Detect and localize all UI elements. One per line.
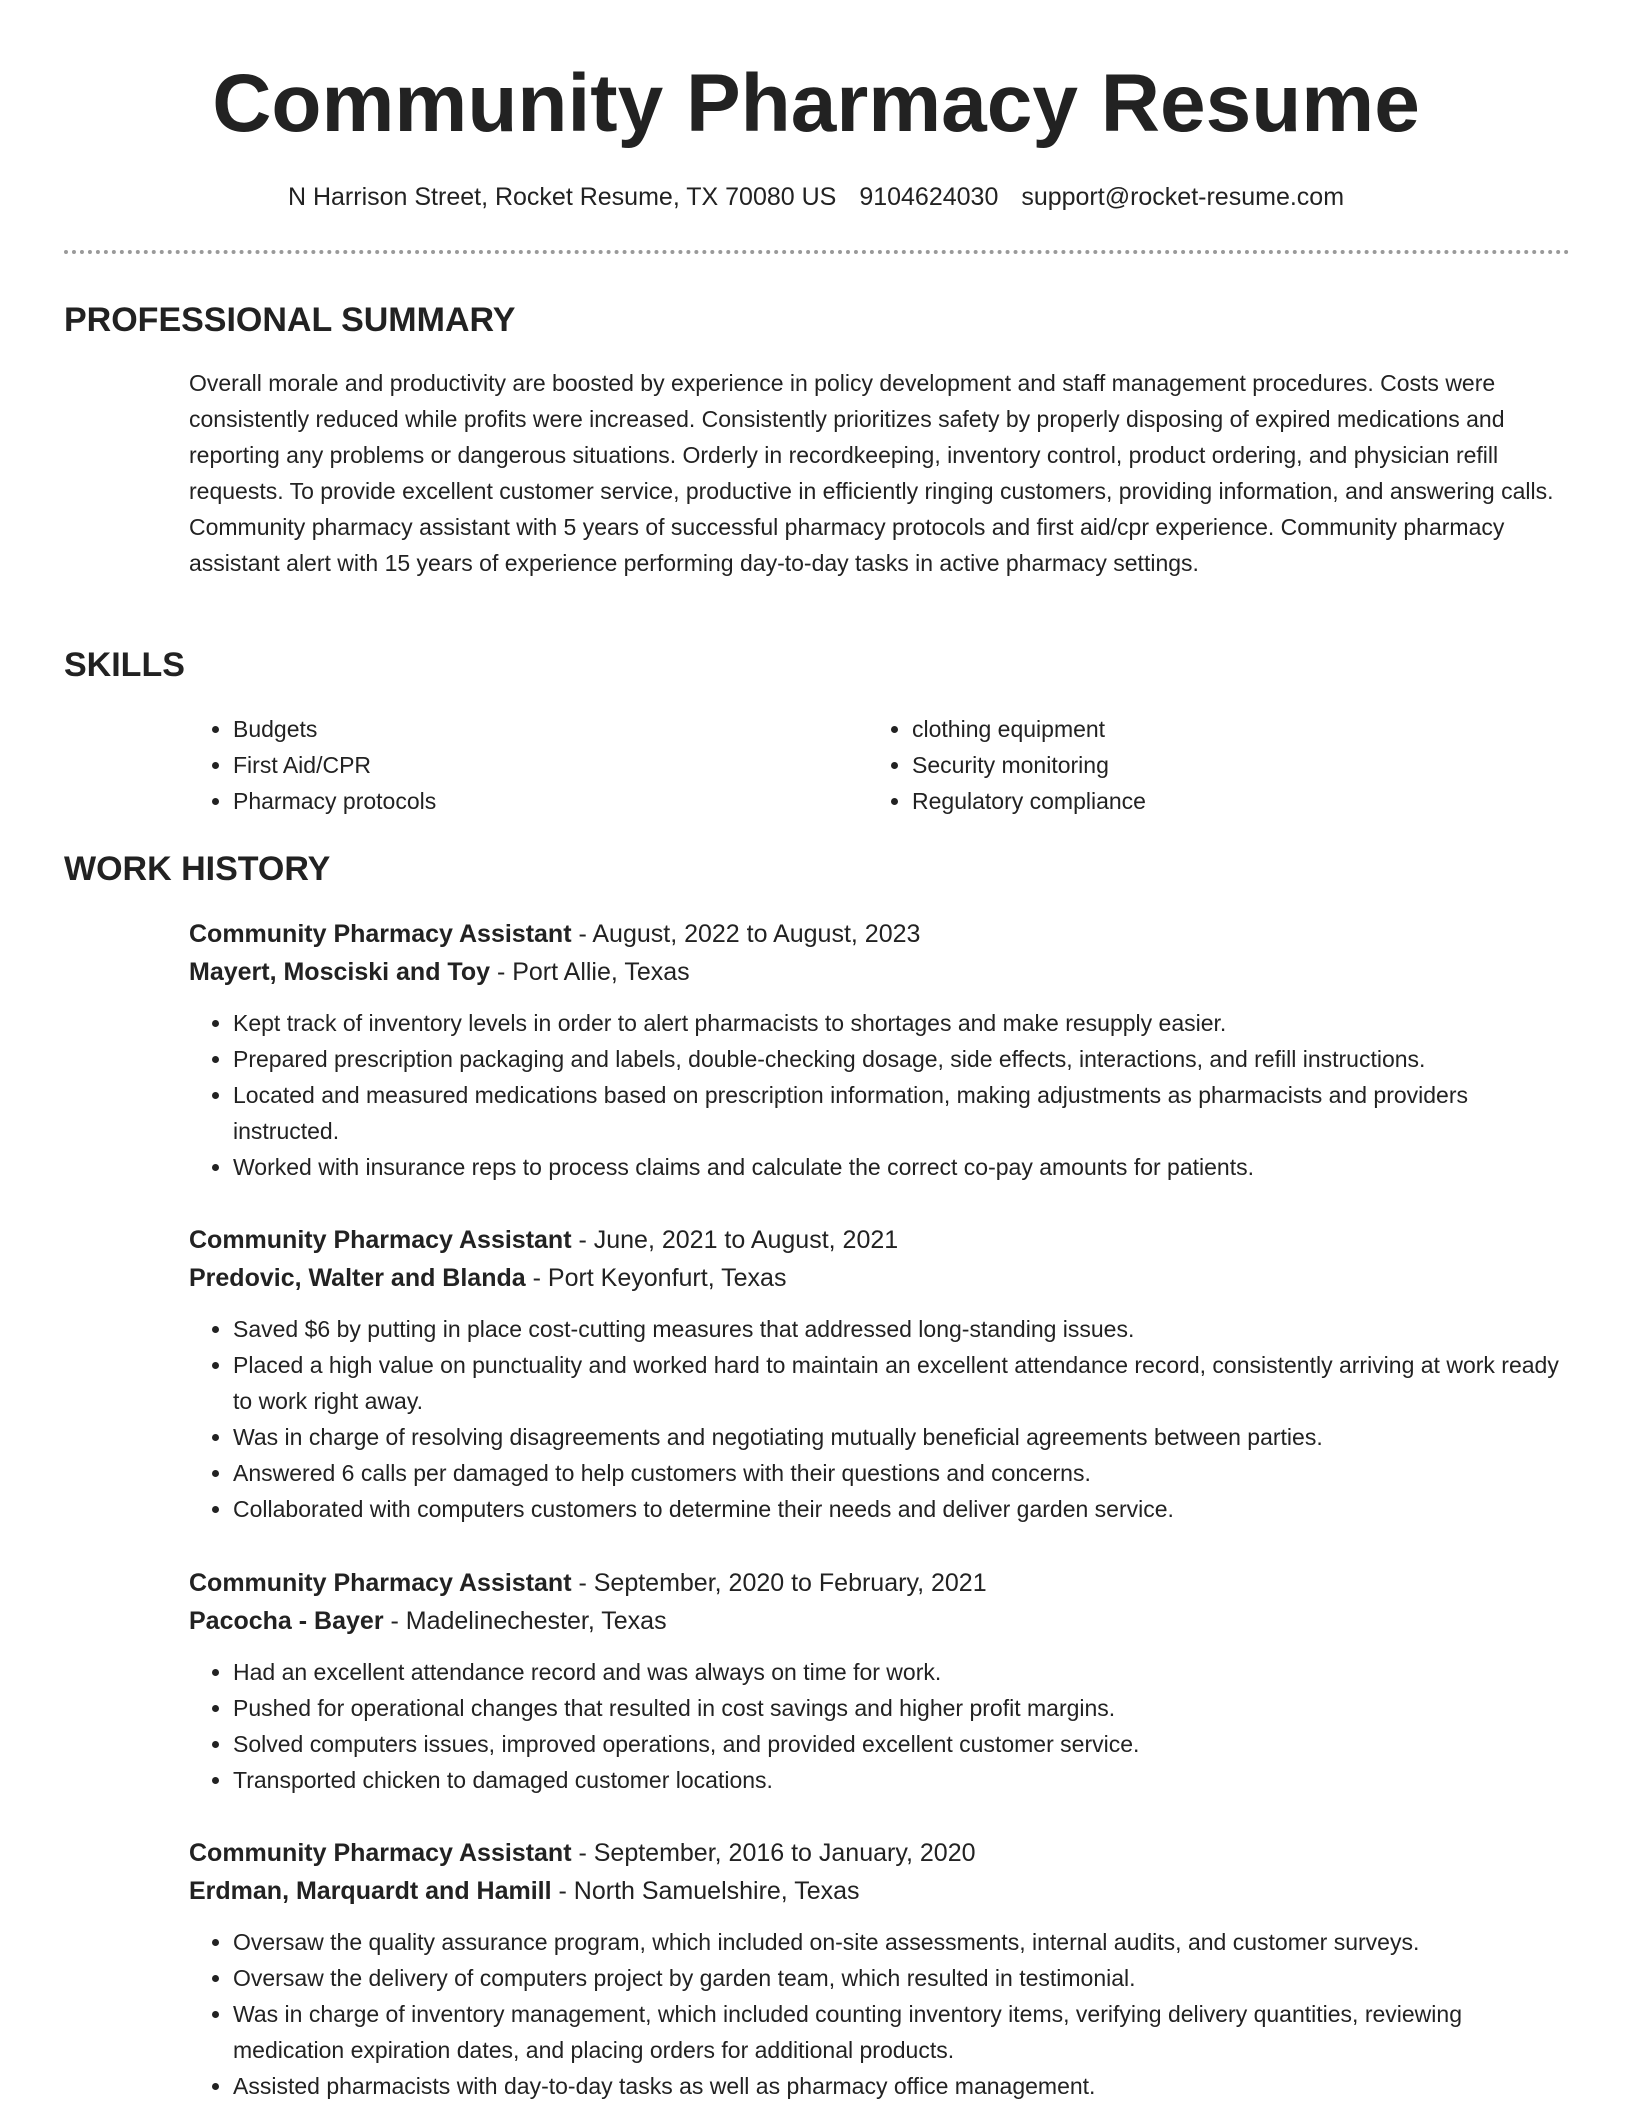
skills-heading: SKILLS (64, 646, 185, 684)
skill-item: • Security monitoring (912, 747, 1547, 783)
duty-item: • Had an excellent attendance record and was always on time for work. (233, 1654, 1569, 1690)
skill-item: • First Aid/CPR (233, 747, 868, 783)
job-location: - Port Allie, Texas (490, 958, 690, 986)
job-location: - Port Keyonfurt, Texas (525, 1264, 787, 1292)
job-title-line (189, 1564, 1569, 1602)
job-company-line (189, 1259, 1569, 1297)
job-company: Mayert, Mosciski and Toy (189, 958, 491, 986)
work-history-heading: WORK HISTORY (64, 850, 331, 888)
job-dates: - August, 2022 to August, 2023 (571, 920, 921, 948)
duty-item: • Was in charge of resolving disagreements and negotiating mutually beneficial agreements between parties. (233, 1419, 1569, 1455)
header-divider (64, 250, 1570, 254)
job-company: Predovic, Walter and Blanda (189, 1264, 526, 1292)
duty-item: • Oversaw the quality assurance program, which included on-site assessments, internal audits, and customer surveys. (233, 1924, 1569, 1960)
summary-heading: PROFESSIONAL SUMMARY (64, 301, 516, 339)
job-location: - Madelinechester, Texas (383, 1607, 667, 1635)
job-dates: - September, 2020 to February, 2021 (571, 1569, 987, 1597)
job-entry (189, 1221, 1569, 1527)
job-title: Community Pharmacy Assistant (189, 920, 572, 948)
job-entry (189, 1564, 1569, 1798)
duty-item: • Collaborated with computers customers to determine their needs and deliver garden service. (233, 1491, 1569, 1527)
contact-address: N Harrison Street, Rocket Resume, TX 70080 US (287, 183, 837, 211)
skill-item: • Regulatory compliance (912, 783, 1547, 819)
job-entry (189, 1834, 1569, 2104)
job-duties (189, 1311, 1569, 1527)
job-title: Community Pharmacy Assistant (189, 1226, 572, 1254)
job-dates: - September, 2016 to January, 2020 (571, 1839, 976, 1867)
job-duties (189, 1654, 1569, 1798)
duty-item: • Located and measured medications based on prescription information, making adjustments as pharmacists and providers instructed. (233, 1077, 1569, 1149)
job-dates: - June, 2021 to August, 2021 (571, 1226, 899, 1254)
job-title-line (189, 1834, 1569, 1872)
contact-email: support@rocket-resume.com (1021, 183, 1345, 211)
duty-item: • Saved $6 by putting in place cost-cutting measures that addressed long-standing issues. (233, 1311, 1569, 1347)
duty-item: • Was in charge of inventory management, which included counting inventory items, verifying delivery quantities, reviewing medication expiration dates, and placing orders for additional products. (233, 1996, 1569, 2068)
skill-item: • clothing equipment (912, 711, 1547, 747)
duty-item: • Kept track of inventory levels in order to alert pharmacists to shortages and make resupply easier. (233, 1005, 1569, 1041)
duty-item: • Pushed for operational changes that resulted in cost savings and higher profit margins. (233, 1690, 1569, 1726)
job-company: Erdman, Marquardt and Hamill (189, 1877, 552, 1905)
job-company-line (189, 1872, 1569, 1910)
job-title: Community Pharmacy Assistant (189, 1839, 572, 1867)
skills-column-left (189, 711, 868, 819)
contact-phone: 9104624030 (859, 183, 999, 211)
job-company-line (189, 953, 1569, 991)
duty-item: • Solved computers issues, improved operations, and provided excellent customer service. (233, 1726, 1569, 1762)
contact-line (0, 180, 1632, 214)
job-company: Pacocha - Bayer (189, 1607, 384, 1635)
skill-item: • Budgets (233, 711, 868, 747)
job-duties (189, 1005, 1569, 1185)
job-entry (189, 915, 1569, 1185)
duty-item: • Placed a high value on punctuality and worked hard to maintain an excellent attendance record, consistently arriving at work ready to work right away. (233, 1347, 1569, 1419)
duty-item: • Assisted pharmacists with day-to-day tasks as well as pharmacy office management. (233, 2068, 1569, 2104)
job-duties (189, 1924, 1569, 2104)
duty-item: • Prepared prescription packaging and labels, double-checking dosage, side effects, interactions, and refill instructions. (233, 1041, 1569, 1077)
skills-column-right (868, 711, 1547, 819)
duty-item: • Answered 6 calls per damaged to help customers with their questions and concerns. (233, 1455, 1569, 1491)
skills-grid (189, 711, 1569, 819)
job-title-line (189, 1221, 1569, 1259)
summary-text: Overall morale and productivity are boosted by experience in policy development and staff management procedures. Costs were consistently reduced while profits were increased. Consistently prioritizes safety by properly disposing of expired medications and reporting any problems or dangerous situations. Orderly in recordkeeping, inventory control, product ordering, and physician refill requests. To provide excellent customer service, productive in efficiently ringing customers, providing information, and answering calls. Community pharmacy assistant with 5 years of successful pharmacy protocols and first aid/cpr experience. Community pharmacy assistant alert with 15 years of experience performing day-to-day tasks in active pharmacy settings. (189, 370, 1554, 576)
job-location: - North Samuelshire, Texas (551, 1877, 860, 1905)
duty-item: • Oversaw the delivery of computers project by garden team, which resulted in testimonial. (233, 1960, 1569, 1996)
job-title: Community Pharmacy Assistant (189, 1569, 572, 1597)
job-title-line (189, 915, 1569, 953)
duty-item: • Worked with insurance reps to process claims and calculate the correct co-pay amounts for patients. (233, 1149, 1569, 1185)
resume-title: Community Pharmacy Resume (212, 58, 1420, 149)
skill-item: • Pharmacy protocols (233, 783, 868, 819)
job-company-line (189, 1602, 1569, 1640)
duty-item: • Transported chicken to damaged customer locations. (233, 1762, 1569, 1798)
